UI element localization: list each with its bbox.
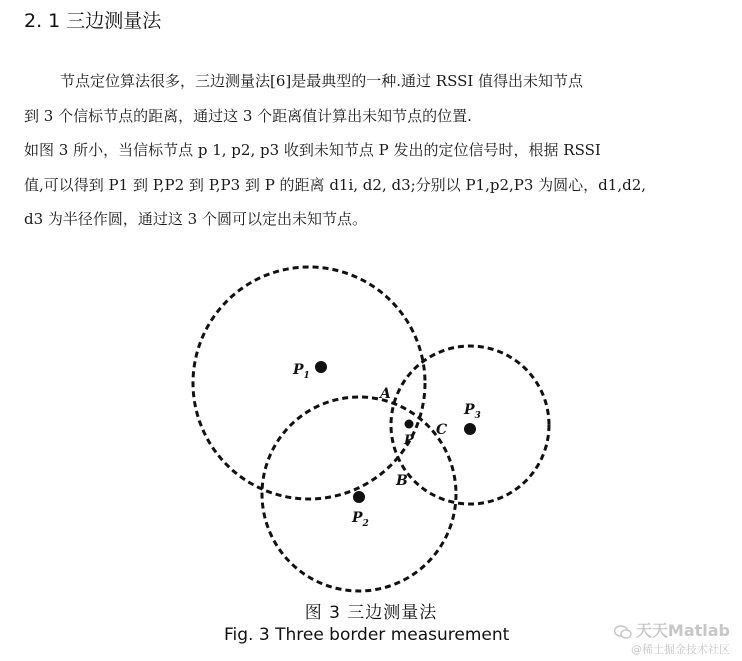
- watermark: [614, 618, 730, 657]
- watermark-source: @稀土掘金技术社区: [631, 643, 730, 656]
- label-p1: $P_1$: [293, 362, 310, 381]
- label-c: C: [436, 422, 448, 438]
- label-p2: $P_2$: [352, 510, 369, 529]
- label-p: P: [404, 433, 414, 448]
- watermark-title: [614, 618, 730, 641]
- node-p3-dot: [464, 423, 476, 435]
- paragraph-line: 值,可以得到 P1 到 P,P2 到 P,P3 到 P 的距离 d1i, d2, d3;分别以 P1,p2,P3 为圆心，d1,d2,: [24, 175, 647, 194]
- wechat-icon: [614, 625, 632, 639]
- paragraph-line: d3 为半径作圆，通过这 3 个圆可以定出未知节点。: [24, 210, 367, 228]
- figure-caption-en: Fig. 3 Three border measurement: [224, 625, 510, 645]
- paragraph-line: 节点定位算法很多，三边测量法[6]是最典型的一种.通过 RSSI 值得出未知节点: [60, 72, 584, 90]
- label-p3: $P_3$: [464, 402, 481, 421]
- label-b: B: [396, 473, 408, 489]
- section-title: 2. 1 三边测量法: [24, 10, 162, 32]
- node-p2-dot: [353, 491, 365, 503]
- circle-p1: [193, 267, 425, 499]
- node-p1-dot: [315, 361, 327, 373]
- paragraph-line: 到 3 个信标节点的距离，通过这 3 个距离值计算出未知节点的位置.: [24, 106, 472, 125]
- node-p-dot: [405, 420, 414, 429]
- paragraph-line: 如图 3 所小，当信标节点 p 1, p2, p3 收到未知节点 P 发出的定位信号时，根据 RSSI: [24, 141, 601, 159]
- watermark-title-text: 天天Matlab: [635, 621, 730, 640]
- label-a: A: [380, 386, 391, 402]
- figure-caption-cn: 图 3 三边测量法: [304, 603, 438, 623]
